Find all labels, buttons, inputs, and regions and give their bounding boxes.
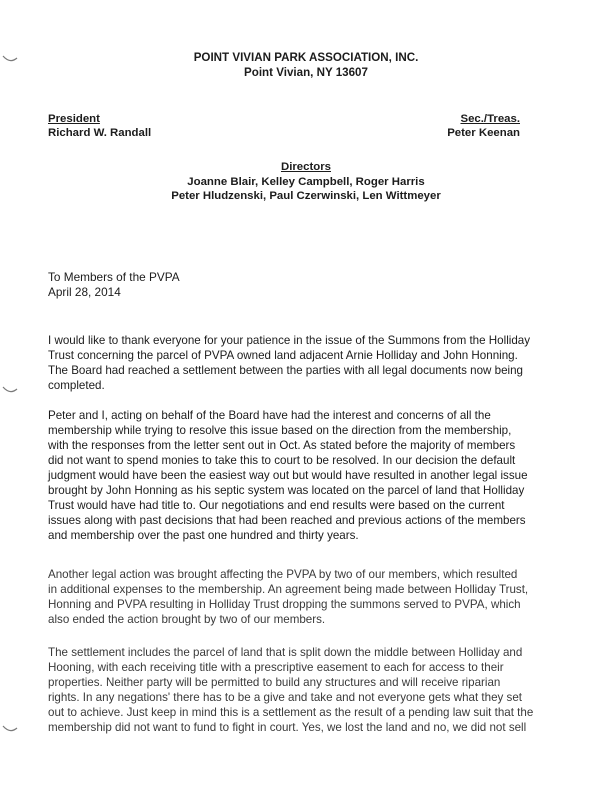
punch-hole-mark-icon xyxy=(2,724,18,734)
letter-date: April 28, 2014 xyxy=(48,285,121,299)
letterhead xyxy=(0,50,612,80)
text-line: completed. xyxy=(48,379,105,392)
text-line: Another legal action was brought affecting the PVPA by two of our members, which resulted xyxy=(48,568,518,581)
text-line: brought by John Honning as his septic system was located on the parcel of land that Holliday xyxy=(48,484,525,497)
text-line: in additional expenses to the membership. An agreement being made between Holliday Trust, xyxy=(48,583,529,596)
paragraph xyxy=(48,333,578,393)
directors-line: Joanne Blair, Kelley Campbell, Roger Harris xyxy=(187,175,425,188)
text-line: out to achieve. Just keep in mind this is a settlement as the result of a pending law suit that the xyxy=(48,706,534,719)
text-line: membership did not want to fund to fight in court. Yes, we lost the land and no, we did not sell xyxy=(48,721,527,734)
text-line: Hooning, with each receiving title with a prescriptive easement to each for access to their xyxy=(48,661,504,674)
president-name: Richard W. Randall xyxy=(48,127,152,139)
paragraph xyxy=(48,567,578,627)
text-line: did not want to spend monies to take this to court to be resolved. In our decision the default xyxy=(48,454,516,467)
directors-line: Peter Hludzenski, Paul Czerwinski, Len Wittmeyer xyxy=(171,190,441,202)
text-line: Trust would have had title to. Our negotiations and end results were based on the current xyxy=(48,499,505,512)
punch-hole-mark-icon xyxy=(2,385,18,395)
text-line: properties. Neither party will be permitted to build any structures and will receive riparian xyxy=(48,676,501,689)
text-line: I would like to thank everyone for your patience in the issue of the Summons from the Holliday xyxy=(48,334,531,347)
directors-title: Directors xyxy=(280,161,331,173)
paragraph xyxy=(48,645,578,735)
text-line: judgment would have been the easiest way out but would have resulted in another legal issue xyxy=(48,469,528,482)
text-line: The Board had reached a settlement between the parties with all legal documents now being xyxy=(48,364,523,377)
text-line: also ended the action brought by two of our members. xyxy=(48,613,326,626)
president-block xyxy=(48,112,151,140)
sec-treas-block xyxy=(447,112,520,140)
text-line: membership while trying to resolve this issue based on the direction from the membership, xyxy=(48,424,512,437)
text-line: Peter and I, acting on behalf of the Board have had the interest and concerns of all the xyxy=(48,409,491,422)
text-line: and membership over the past one hundred and thirty years. xyxy=(48,529,359,542)
text-line: issues along with past decisions that had been reached and previous actions of the members xyxy=(48,514,526,527)
recipient: To Members of the PVPA xyxy=(48,270,180,284)
text-line: Honning and PVPA resulting in Holliday Trust dropping the summons served to PVPA, which xyxy=(48,598,521,611)
sec-treas-title: Sec./Treas. xyxy=(460,113,520,125)
org-name: POINT VIVIAN PARK ASSOCIATION, INC. xyxy=(193,51,419,64)
paragraph xyxy=(48,408,578,543)
org-address: Point Vivian, NY 13607 xyxy=(244,66,368,79)
text-line: Trust concerning the parcel of PVPA owned land adjacent Arnie Holliday and John Honning. xyxy=(48,349,518,362)
directors-block xyxy=(0,160,612,204)
text-line: rights. In any negations' there has to be a give and take and not everyone gets what they set xyxy=(48,691,523,704)
text-line: with the responses from the letter sent out in Oct. As stated before the majority of members xyxy=(48,439,516,452)
sec-treas-name: Peter Keenan xyxy=(447,127,520,139)
president-title: President xyxy=(48,113,100,125)
salutation xyxy=(48,270,180,300)
text-line: The settlement includes the parcel of land that is split down the middle between Holliday and xyxy=(48,646,523,659)
